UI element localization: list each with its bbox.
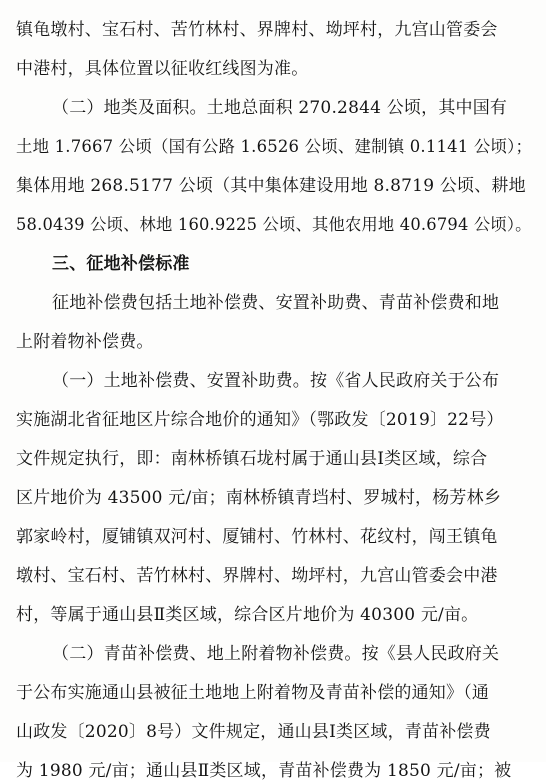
text-line: 土地 1.7667 公顷（国有公路 1.6526 公顷、建制镇 0.1141 公顷）；	[16, 137, 533, 156]
text-line: 山政发〔2020〕8号）文件规定，通山县Ⅰ类区域，青苗补偿费	[16, 722, 491, 742]
text-line: 郭家岭村，厦铺镇双河村、厦铺村、竹林村、花纹村，闯王镇龟	[16, 527, 498, 547]
text-line: 58.0439 公顷、林地 160.9225 公顷、其他农用地 40.6794 公顷）。	[16, 215, 532, 234]
text-line: 墩村、宝石村、苦竹林村、界牌村、坳坪村，九宫山管委会中港	[16, 566, 498, 586]
paragraph-start: （二）地类及面积。土地总面积 270.2844 公顷，其中国有	[52, 98, 508, 118]
text-line: 村，等属于通山县Ⅱ类区域，综合区片地价为 40300 元/亩。	[16, 605, 479, 625]
text-line: 区片地价为 43500 元/亩；南林桥镇青垱村、罗城村，杨芳林乡	[16, 488, 502, 508]
text-line: 上附着物补偿费。	[16, 332, 154, 352]
text-line: 中港村，具体位置以征收红线图为准。	[16, 59, 309, 79]
paragraph-start: （一）土地补偿费、安置补助费。按《省人民政府关于公布	[52, 371, 500, 391]
text-line: 为 1980 元/亩；通山县Ⅱ类区域，青苗补偿费为 1850 元/亩；被	[16, 761, 512, 781]
paragraph-start: 征地补偿费包括土地补偿费、安置补助费、青苗补偿费和地	[52, 293, 500, 313]
paragraph-start: （二）青苗补偿费、地上附着物补偿费。按《县人民政府关	[52, 644, 500, 664]
section-heading: 三、征地补偿标准	[52, 254, 190, 274]
text-line: 文件规定执行，即：南林桥镇石垅村属于通山县Ⅰ类区域，综合	[16, 449, 488, 469]
text-line: 于公布实施通山县被征土地地上附着物及青苗补偿的通知》（通	[16, 683, 490, 703]
text-line: 实施湖北省征地区片综合地价的通知》（鄂政发〔2019〕22号）	[16, 410, 504, 430]
text-line: 镇龟墩村、宝石村、苦竹林村、界牌村、坳坪村，九宫山管委会	[16, 20, 498, 40]
text-line: 集体用地 268.5177 公顷（其中集体建设用地 8.8719 公顷、耕地	[16, 176, 526, 196]
